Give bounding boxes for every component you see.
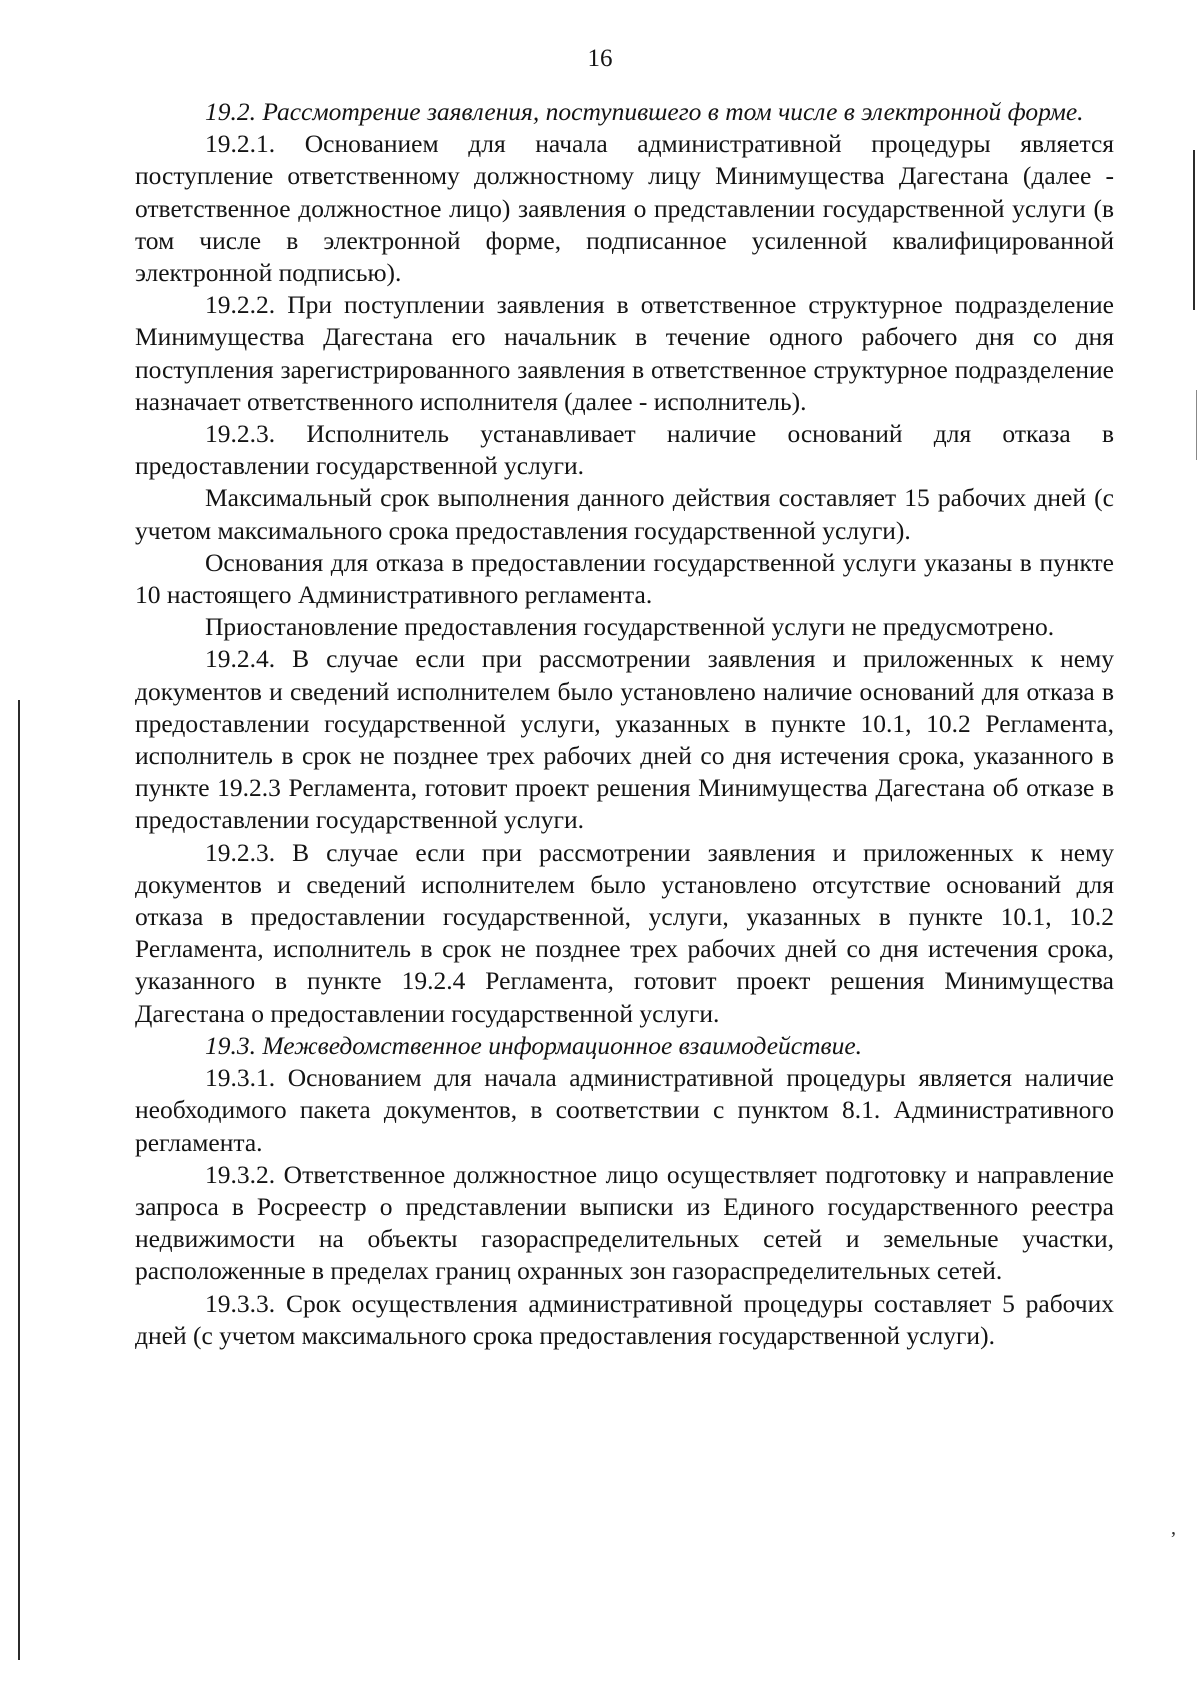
paragraph-refusal-grounds: Основания для отказа в предоставлении государственной услуги указаны в пункте 10 настоящего Административного регламента. — [135, 547, 1114, 610]
paragraph-19-2-3-second: 19.2.3. В случае если при рассмотрении заявления и приложенных к нему документов и сведений исполнителем было установлено отсутствие оснований для отказа в предоставлении государственной, услуги, указанных в пункте 10.1, 10.2 Регламента, исполнитель в срок не позднее трех рабочих дней со дня истечения срока, указанного в пункте 19.2.4 Регламента, готовит проект решения Минимущества Дагестана о предоставлении государственной услуги. — [135, 837, 1114, 1028]
paragraph-suspension: Приостановление предоставления государственной услуги не предусмотрено. — [205, 612, 1055, 642]
scan-speck: ’ — [1170, 1528, 1177, 1550]
document-body — [135, 96, 1114, 1352]
scan-edge-line-left — [18, 700, 20, 1660]
section-heading-19-3: 19.3. Межведомственное информационное взаимодействие. — [205, 1030, 863, 1060]
scan-edge-line-right-lower — [1196, 390, 1197, 460]
paragraph-19-2-2: 19.2.2. При поступлении заявления в ответственное структурное подразделение Минимущества Дагестана его начальник в течение одного рабочего дня со дня поступления зарегистрированного заявления в ответственное структурное подразделение назначает ответственного исполнителя (далее - исполнитель). — [135, 290, 1114, 416]
paragraph-19-2-1: 19.2.1. Основанием для начала административной процедуры является поступление ответственному должностному лицу Минимущества Дагестана (далее - ответственное должностное лицо) заявления о представлении государственной услуги (в том числе в электронной форме, подписанное усиленной квалифицированной электронной подписью). — [135, 129, 1114, 288]
section-heading-19-2: 19.2. Рассмотрение заявления, поступившего в том числе в электронной форме. — [205, 97, 1084, 126]
paragraph-19-3-3: 19.3.3. Срок осуществления административной процедуры составляет 5 рабочих дней (с учетом максимального срока предоставления государственной услуги). — [135, 1288, 1114, 1350]
scan-edge-line-right — [1193, 150, 1195, 310]
paragraph-max-term: Максимальный срок выполнения данного действия составляет 15 рабочих дней (с учетом максимального срока предоставления государственной услуги). — [135, 483, 1114, 545]
paragraph-19-2-3: 19.2.3. Исполнитель устанавливает наличие оснований для отказа в предоставлении государственной услуги. — [135, 419, 1114, 481]
page-number: 16 — [587, 45, 613, 72]
paragraph-19-3-1: 19.3.1. Основанием для начала административной процедуры является наличие необходимого пакета документов, в соответствии с пунктом 8.1. Административного регламента. — [135, 1063, 1114, 1157]
paragraph-19-2-4: 19.2.4. В случае если при рассмотрении заявления и приложенных к нему документов и сведений исполнителем было установлено наличие оснований для отказа в предоставлении государственной услуги, указанных в пункте 10.1, 10.2 Регламента, исполнитель в срок не позднее трех рабочих дней со дня истечения срока, указанного в пункте 19.2.3 Регламента, готовит проект решения Минимущества Дагестана об отказе в предоставлении государственной услуги. — [135, 644, 1114, 835]
paragraph-19-3-2: 19.3.2. Ответственное должностное лицо осуществляет подготовку и направление запроса в Росреестр о представлении выписки из Единого государственного реестра недвижимости на объекты газораспределительных сетей и земельные участки, расположенные в пределах границ охранных зон газораспределительных сетей. — [135, 1159, 1114, 1286]
